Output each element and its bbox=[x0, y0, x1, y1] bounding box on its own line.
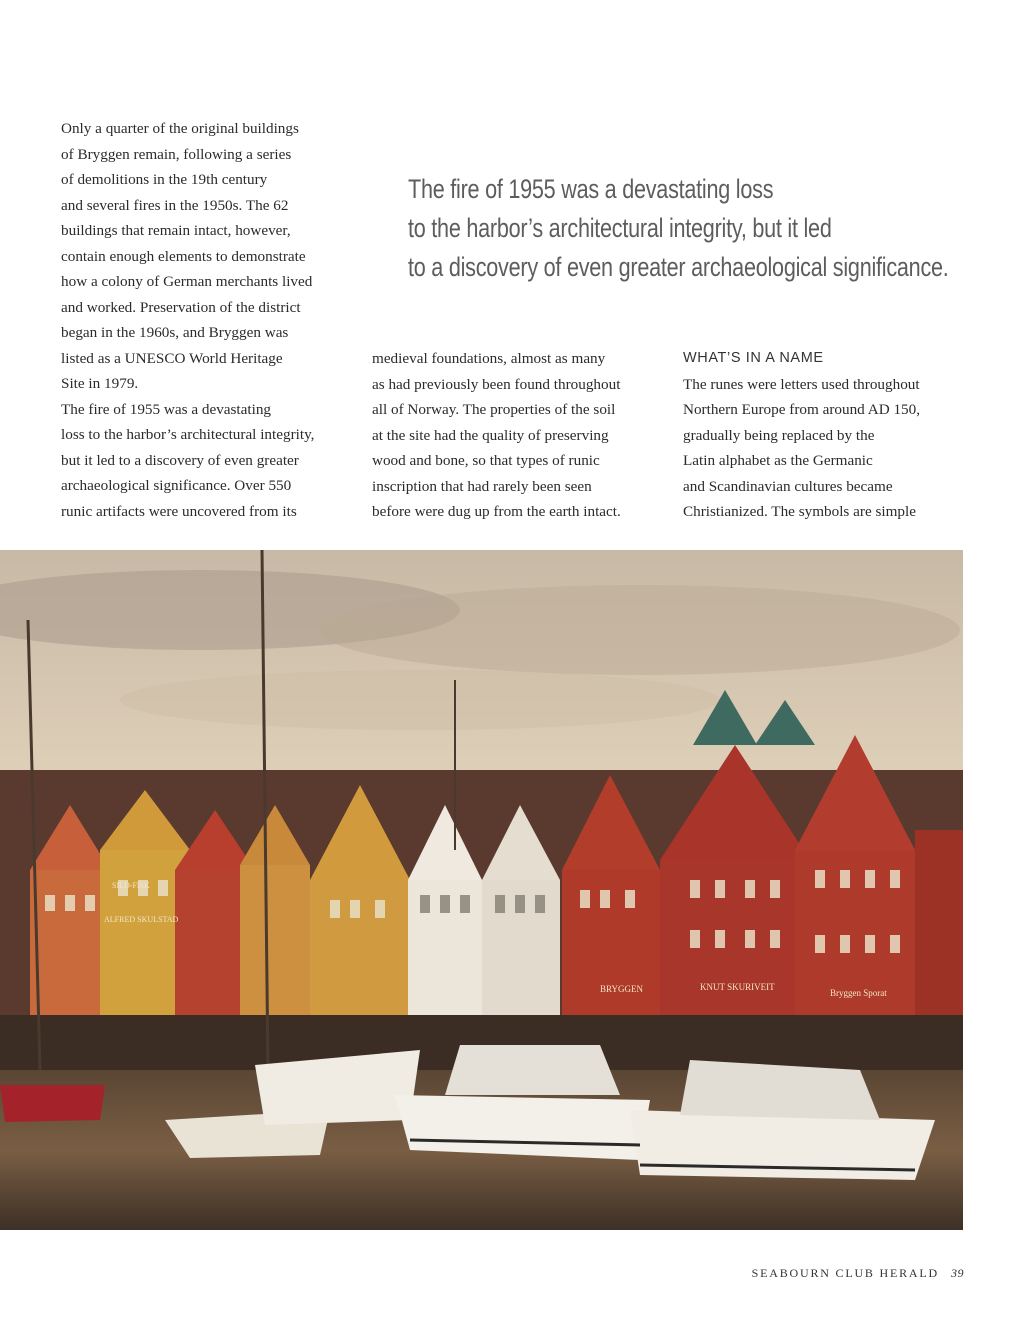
sign-sild-fisk: SILD-FISK bbox=[112, 881, 150, 890]
sign-bryggen: BRYGGEN bbox=[600, 984, 644, 994]
page-footer bbox=[752, 1266, 964, 1281]
white-motorboat bbox=[395, 1095, 650, 1160]
article-column-1 bbox=[61, 116, 361, 524]
section-heading: WHAT’S IN A NAME bbox=[683, 350, 824, 366]
paragraph-2: The fire of 1955 was a devastating loss to the harbor’s architectural integrity, but it led to a discovery of even greater archaeological significance. Over 550 runic artifacts were uncovered from its bbox=[61, 400, 315, 520]
harbor-illustration bbox=[0, 550, 963, 1230]
page-number: 39 bbox=[951, 1266, 964, 1280]
pull-quote: The fire of 1955 was a devastating loss to the harbor’s architectural integrity, but it led to a discovery of even greater archaeological significance. bbox=[408, 174, 949, 282]
publication-name: SEABOURN CLUB HERALD bbox=[751, 1266, 939, 1280]
paragraph-4: The runes were letters used throughout Northern Europe from around AD 150, gradually being replaced by the Latin alphabet as the Germanic and Scandinavian cultures became Christianized. The symbols are simple bbox=[683, 375, 921, 520]
sign-knut-skurivelt: KNUT SKURIVEIT bbox=[700, 982, 775, 992]
harbor-photo bbox=[0, 550, 963, 1230]
sign-bryggen-sporat: Bryggen Sporat bbox=[830, 988, 887, 998]
article-column-3 bbox=[683, 346, 983, 525]
sign-alfred-skulstad: ALFRED SKULSTAD bbox=[104, 915, 179, 924]
paragraph-1: Only a quarter of the original buildings of Bryggen remain, following a series of demolitions in the 19th century and several fires in the 1950s. The 62 buildings that remain intact, however, contain enough elements to demonstrate how a colony of German merchants lived and worked. Preservation of the district began in the 1960s, and Bryggen was listed as a UNESCO World Heritage Site in 1979. bbox=[61, 120, 313, 392]
paragraph-3: medieval foundations, almost as many as had previously been found throughout all of Norway. The properties of the soil at the site had the quality of preserving wood and bone, so that types of runic inscription that had rarely been seen before were dug up from the earth intact. bbox=[372, 350, 621, 520]
red-boat bbox=[0, 1085, 105, 1122]
article-column-2 bbox=[372, 346, 662, 525]
